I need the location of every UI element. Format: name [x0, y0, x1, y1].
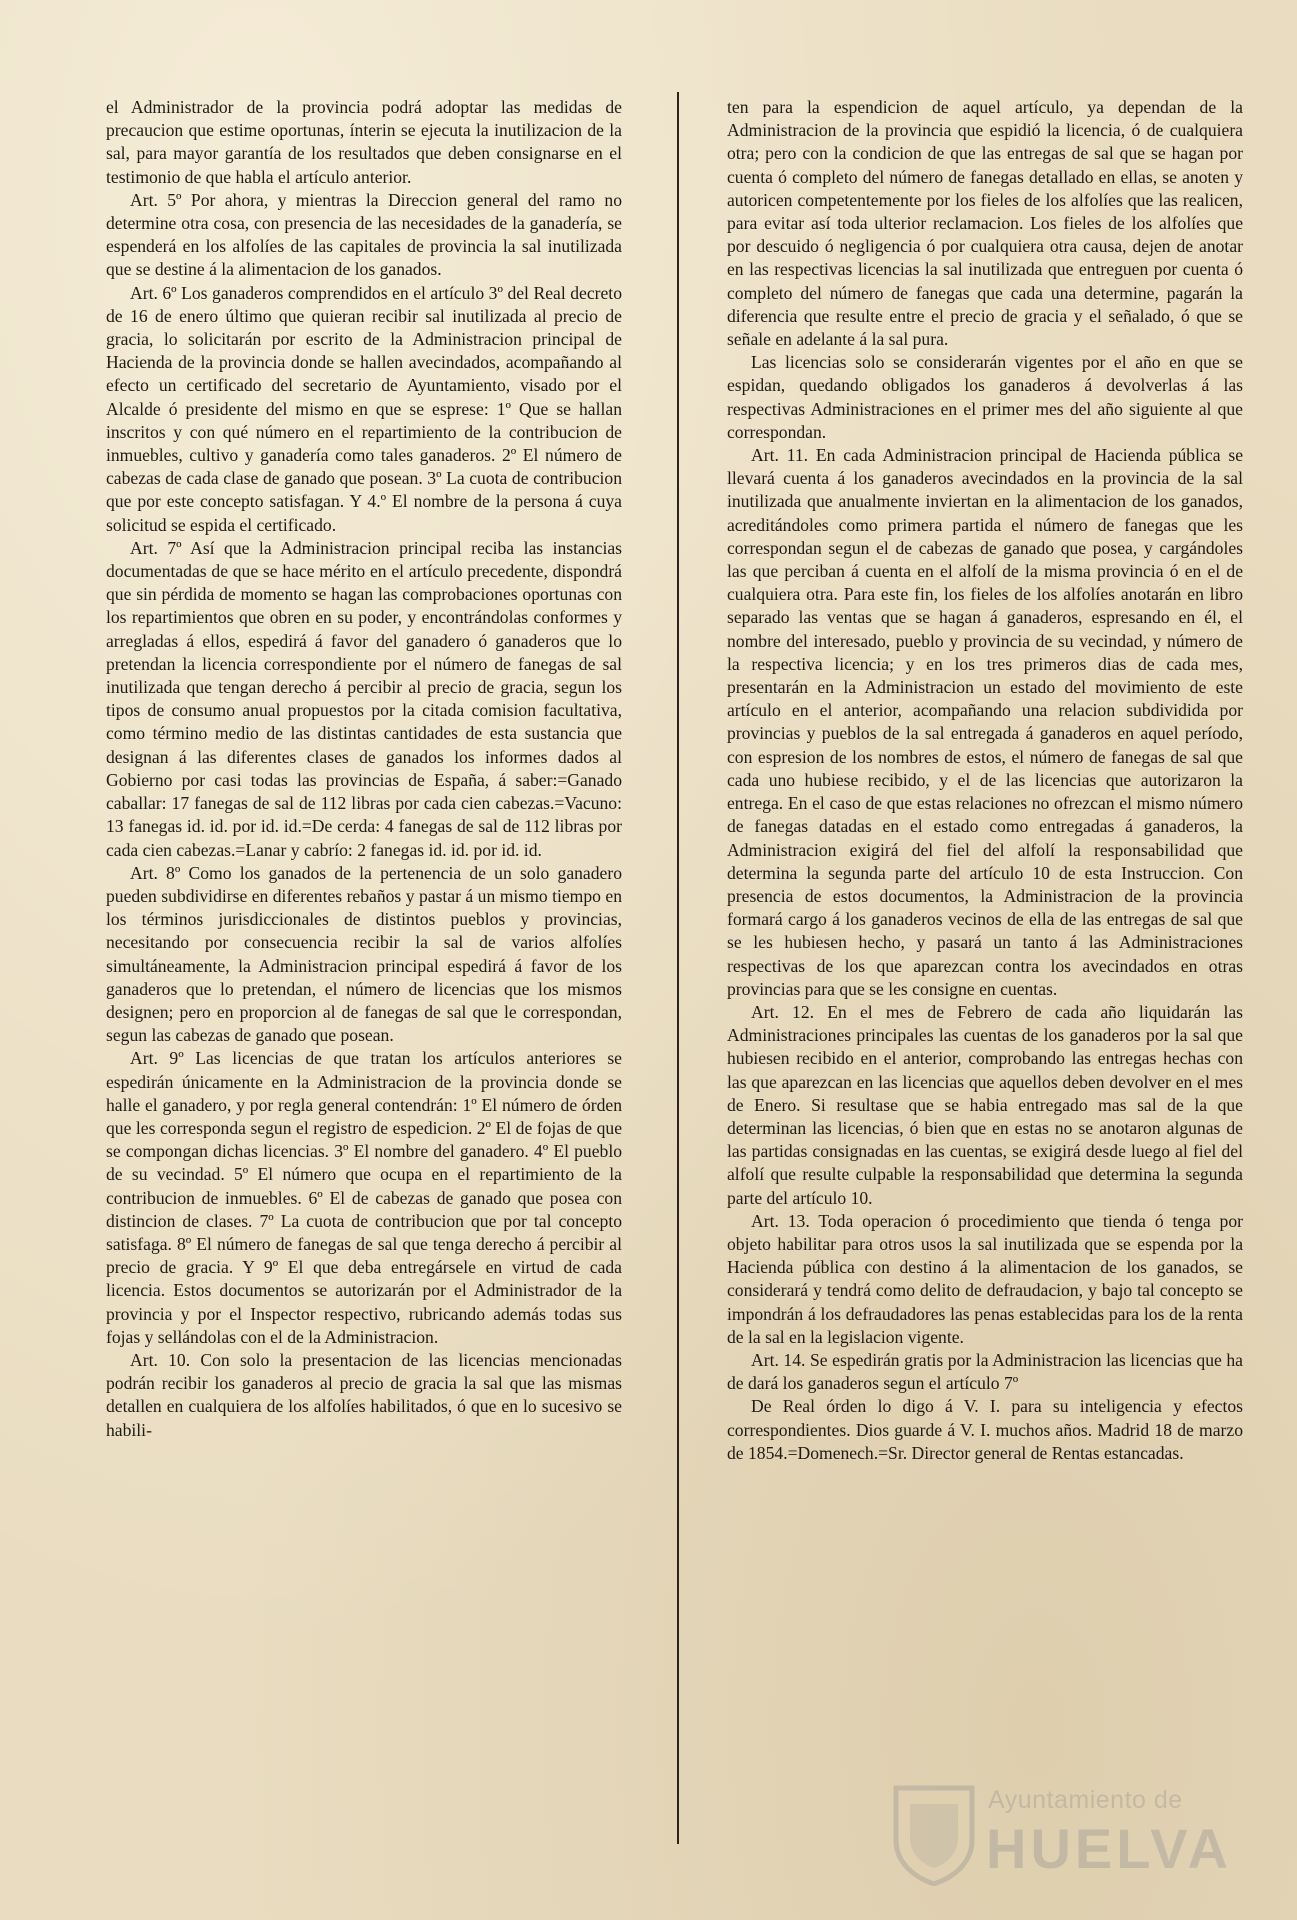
article-11: Art. 11. En cada Administracion principal de Hacienda pública se llevará cuenta á los ganaderos avecindados en la provincia de la sal inutilizada que anualmente inviertan en la alimentacion de los ganados, acreditándoles como primera partida el número de fanegas que les correspondan segun el de cabezas de ganado que posea, y cargándoles las que perciban á cuenta en el alfolí de la misma provincia ó en el de cualquiera otra. Para este fin, los fieles de los alfolíes anotarán en libro separado las ventas que se hagan á ganaderos, espresando en él, el nombre del interesado, pueblo y provincia de su vecindad, y número de la respectiva licencia; y en los tres primeros dias de cada mes, presentarán en la Administracion un estado del movimiento de este artículo en el anterior, acompañando una relacion subdividida por provincias y pueblos de la sal entregada á ganaderos en aquel período, con espresion de los nombres de estos, el número de fanegas de sal que cada uno hubiese recibido, y el de las licencias que autorizaron la entrega. En el caso de que estas relaciones no ofrezcan el mismo número de fanegas datadas en el estado como entregadas á ganaderos, la Administracion exigirá del fiel del alfolí la responsabilidad que determina la segunda parte del artículo 10 de esta Instruccion. Con presencia de estos documentos, la Administracion de la provincia formará cargo á los ganaderos vecinos de ella de las entregas de sal que se les hubiesen hecho, y pasará un tanto á las Administraciones respectivas de los que aparezcan contra los avecindados en otras provincias para que se les consigne en cuentas.: [727, 445, 1243, 999]
article-13: Art. 13. Toda operacion ó procedimiento que tienda ó tenga por objeto habilitar para otros usos la sal inutilizada que se espenda por la Hacienda pública con destino á la alimentacion de los ganados, se considerará y tendrá como delito de defraudacion, y bajo tal concepto se impondrán á los defraudadores las penas establecidas para los de la renta de la sal en la legislacion vigente.: [727, 1210, 1243, 1347]
closing-signature: De Real órden lo digo á V. I. para su inteligencia y efectos correspondientes. Dios guarde á V. I. muchos años. Madrid 18 de marzo de 1854.=Domenech.=Sr. Director general de Rentas estancadas.: [727, 1396, 1243, 1463]
article-6: Art. 6º Los ganaderos comprendidos en el artículo 3º del Real decreto de 16 de enero último que quieran recibir sal inutilizada al precio de gracia, lo solicitarán por escrito de la Administracion principal de Hacienda de la provincia donde se hallen avecindados, acompañando al efecto un certificado del secretario de Ayuntamiento, visado por el Alcalde ó presidente del mismo en que se esprese: 1º Que se hallan inscritos y con qué número en el repartimiento de la contribucion de inmuebles, cultivo y ganadería como tales ganaderos. 2º El número de cabezas de cada clase de ganado que posean. 3º La cuota de contribucion que por este concepto satisfagan. Y 4.º El nombre de la persona á cuya solicitud se espida el certificado.: [106, 282, 622, 535]
column-divider: [677, 92, 679, 1844]
article-14: Art. 14. Se espedirán gratis por la Administracion las licencias que ha de dará los ganaderos segun el artículo 7º: [727, 1349, 1243, 1394]
watermark-line1: Ayuntamiento de: [988, 1786, 1183, 1814]
paragraph-continuation: el Administrador de la provincia podrá adoptar las medidas de precaucion que estime oportunas, ínterin se ejecuta la inutilizacion de la sal, para mayor garantía de los resultados que deben consignarse en el testimonio de que habla el artículo anterior.: [106, 97, 622, 187]
article-12: Art. 12. En el mes de Febrero de cada año liquidarán las Administraciones principales las cuentas de los ganaderos por la sal que hubiesen recibido en el anterior, comprobando las entregas hechas con las que aparezcan en las licencias que aquellos deben devolver en el mes de Enero. Si resultase que se habia entregado mas sal de la que determinan las licencias, ó bien que en estas no se anotaron algunas de las partidas consignadas en las cuentas, se exigirá desde luego al fiel del alfolí que resulte culpable la responsabilidad que determina la segunda parte del artículo 10.: [727, 1001, 1243, 1208]
watermark-line2: HUELVA: [986, 1817, 1232, 1880]
article-10: Art. 10. Con solo la presentacion de las licencias mencionadas podrán recibir los ganaderos al precio de gracia la sal que las mismas detallen en cualquiera de los alfolíes habilitados, ó que en lo sucesivo se habili-: [106, 1349, 622, 1440]
licencias-vigencia: Las licencias solo se considerarán vigentes por el año en que se espidan, quedando obligados los ganaderos á devolverlas á las respectivas Administraciones en el primer mes del año siguiente al que correspondan.: [727, 352, 1243, 442]
right-column: [727, 96, 1243, 1896]
article-8: Art. 8º Como los ganados de la pertenencia de un solo ganadero pueden subdividirse en diferentes rebaños y pastar á un mismo tiempo en los términos jurisdiccionales de distintos pueblos y provincias, necesitando por consecuencia recibir la sal de varios alfolíes simultáneamente, la Administracion principal espedirá á favor de los ganaderos que lo pretendan, el número de licencias que los mismos designen; pero en proporcion al de fanegas de sal que le correspondan, segun las cabezas de ganado que posean.: [106, 862, 622, 1046]
left-column: [106, 96, 622, 1896]
article-9: Art. 9º Las licencias de que tratan los artículos anteriores se espedirán únicamente en la Administracion de la provincia donde se halle el ganadero, y por regla general contendrán: 1º El número de órden que les corresponda segun el registro de espedicion. 2º El de fojas de que se compongan dichas licencias. 3º El nombre del ganadero. 4º El pueblo de su vecindad. 5º El número que ocupa en el repartimiento de la contribucion de inmuebles. 6º El de cabezas de ganado que posea con distincion de clases. 7º La cuota de contribucion que por tal concepto satisfaga. 8º El número de fanegas de sal que tenga derecho á percibir al precio de gracia. Y 9º El que deba entregársele en virtud de cada licencia. Estos documentos se autorizarán por el Administrador de la provincia y por el Inspector respectivo, rubricando además todas sus fojas y sellándolas con el de la Administracion.: [106, 1048, 622, 1347]
article-5: Art. 5º Por ahora, y mientras la Direccion general del ramo no determine otra cosa, con presencia de las necesidades de la ganadería, se espenderá en los alfolíes de las capitales de provincia la sal inutilizada que se destine á la alimentacion de los ganados.: [106, 189, 622, 280]
article-7: Art. 7º Así que la Administracion principal reciba las instancias documentadas de que se hace mérito en el artículo precedente, dispondrá que sin pérdida de momento se hagan las comprobaciones oportunas con los repartimientos que obren en su poder, y encontrándolas conformes y arregladas á ellos, espedirá á favor del ganadero ó ganaderos que lo pretendan la licencia correspondiente por el número de fanegas de sal inutilizada que tengan derecho á percibir al precio de gracia, segun los tipos de consumo anual propuestos por la citada comision facultativa, como término medio de las distintas cantidades de esta sustancia que designan á las diferentes clases de ganados los informes dados al Gobierno por casi todas las provincias de España, á saber:=Ganado caballar: 17 fanegas de sal de 112 libras por cada cien cabezas.=Vacuno: 13 fanegas id. id. por id. id.=De cerda: 4 fanegas de sal de 112 libras por cada cien cabezas.=Lanar y cabrío: 2 fanegas id. id. por id. id.: [106, 537, 622, 860]
coat-of-arms-icon: [890, 1782, 978, 1886]
archive-watermark: [890, 1782, 1230, 1892]
paragraph-continuation-right: ten para la espendicion de aquel artículo, ya dependan de la Administracion de la provincia que espidió la licencia, ó de cualquiera otra; pero con la condicion de que las entregas de sal que se hagan por cuenta ó completo del número de fanegas detallado en ellas, se anoten y autoricen competentemente por los fieles de los alfolíes que las realicen, para evitar así toda ulterior reclamacion. Los fieles de los alfolíes que por descuido ó negligencia ó por cualquiera otra causa, dejen de anotar en las respectivas licencias la sal inutilizada que entreguen por cuenta ó completo del número de fanegas que cada una determine, pagarán la diferencia que resulte entre el precio de gracia y el señalado, ó que se señale en adelante á la sal pura.: [727, 97, 1243, 350]
